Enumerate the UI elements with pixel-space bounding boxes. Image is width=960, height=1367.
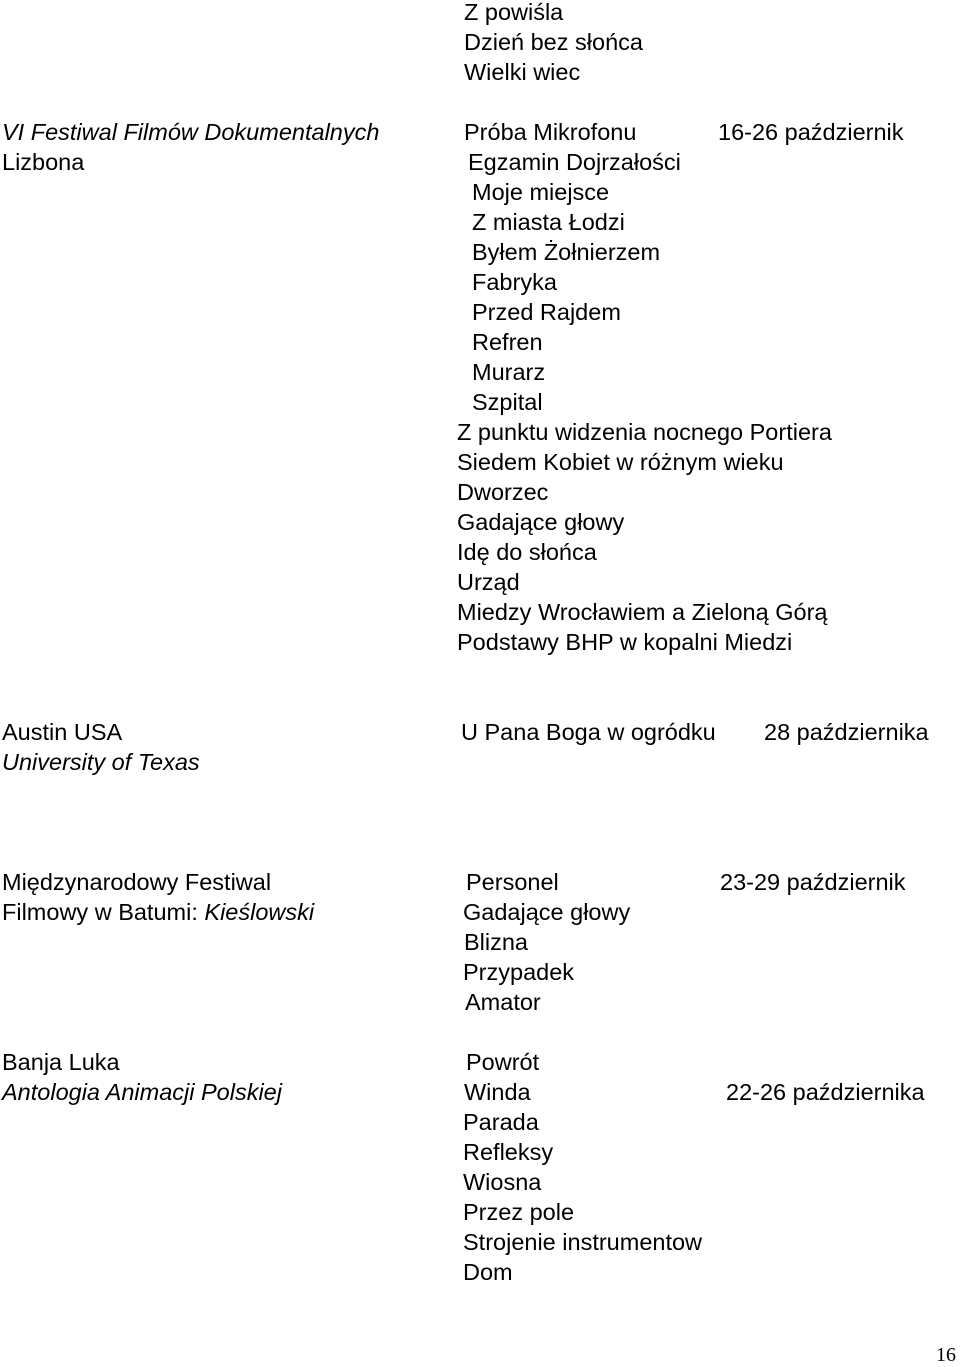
film-title: Fabryka [472, 269, 557, 295]
film-title: Urząd [457, 569, 520, 595]
film-title: Refleksy [463, 1139, 554, 1165]
film-title: Przypadek [463, 959, 575, 985]
film-title: Parada [463, 1109, 539, 1135]
film-title: Dom [463, 1259, 513, 1285]
festival-name [2, 897, 314, 927]
film-title: Gadające głowy [463, 899, 631, 925]
film-title: Strojenie instrumentow [463, 1229, 703, 1255]
film-title: Refren [472, 329, 543, 355]
film-title: Z miasta Łodzi [472, 209, 625, 235]
film-title: Powrót [466, 1049, 540, 1075]
film-title: Wiosna [463, 1169, 542, 1195]
film-title: Podstawy BHP w kopalni Miedzi [457, 629, 793, 655]
festival-program: Antologia Animacji Polskiej [2, 1079, 282, 1105]
film-title: Siedem Kobiet w różnym wieku [457, 449, 784, 475]
film-title: Amator [465, 989, 541, 1015]
festival-date: 16-26 październik [718, 119, 904, 145]
festival-date: 22-26 października [726, 1079, 925, 1105]
film-title: Personel [466, 869, 559, 895]
film-title: Z powiśla [464, 0, 564, 25]
festival-place: Austin USA [2, 719, 123, 745]
festival-name: VI Festiwal Filmów Dokumentalnych [2, 119, 380, 145]
film-title: Przez pole [463, 1199, 575, 1225]
film-title: Dzień bez słońca [464, 29, 643, 55]
festival-topic: Kieślowski [204, 899, 315, 925]
film-title: Dworzec [457, 479, 549, 505]
film-title: Gadające głowy [457, 509, 625, 535]
film-title: Egzamin Dojrzałości [468, 149, 681, 175]
film-title: Idę do słońca [457, 539, 597, 565]
film-title: Szpital [472, 389, 543, 415]
festival-place: Banja Luka [2, 1049, 120, 1075]
film-title: Byłem Żołnierzem [472, 239, 661, 265]
film-title: Przed Rajdem [472, 299, 621, 325]
film-title: Miedzy Wrocławiem a Zieloną Górą [457, 599, 828, 625]
festival-date: 28 października [764, 719, 929, 745]
film-title: Z punktu widzenia nocnego Portiera [457, 419, 832, 445]
festival-institution: University of Texas [2, 749, 200, 775]
film-title: U Pana Boga w ogródku [461, 719, 716, 745]
film-title: Winda [464, 1079, 531, 1105]
page-number: 16 [936, 1344, 956, 1366]
film-title: Blizna [464, 929, 529, 955]
film-title: Próba Mikrofonu [464, 119, 637, 145]
festival-name: Międzynarodowy Festiwal [2, 869, 272, 895]
festival-name-line2: Filmowy w Batumi: [2, 899, 198, 925]
film-title: Moje miejsce [472, 179, 610, 205]
festival-place: Lizbona [2, 149, 85, 175]
festival-date: 23-29 październik [720, 869, 906, 895]
film-title: Murarz [472, 359, 546, 385]
film-title: Wielki wiec [464, 59, 581, 85]
